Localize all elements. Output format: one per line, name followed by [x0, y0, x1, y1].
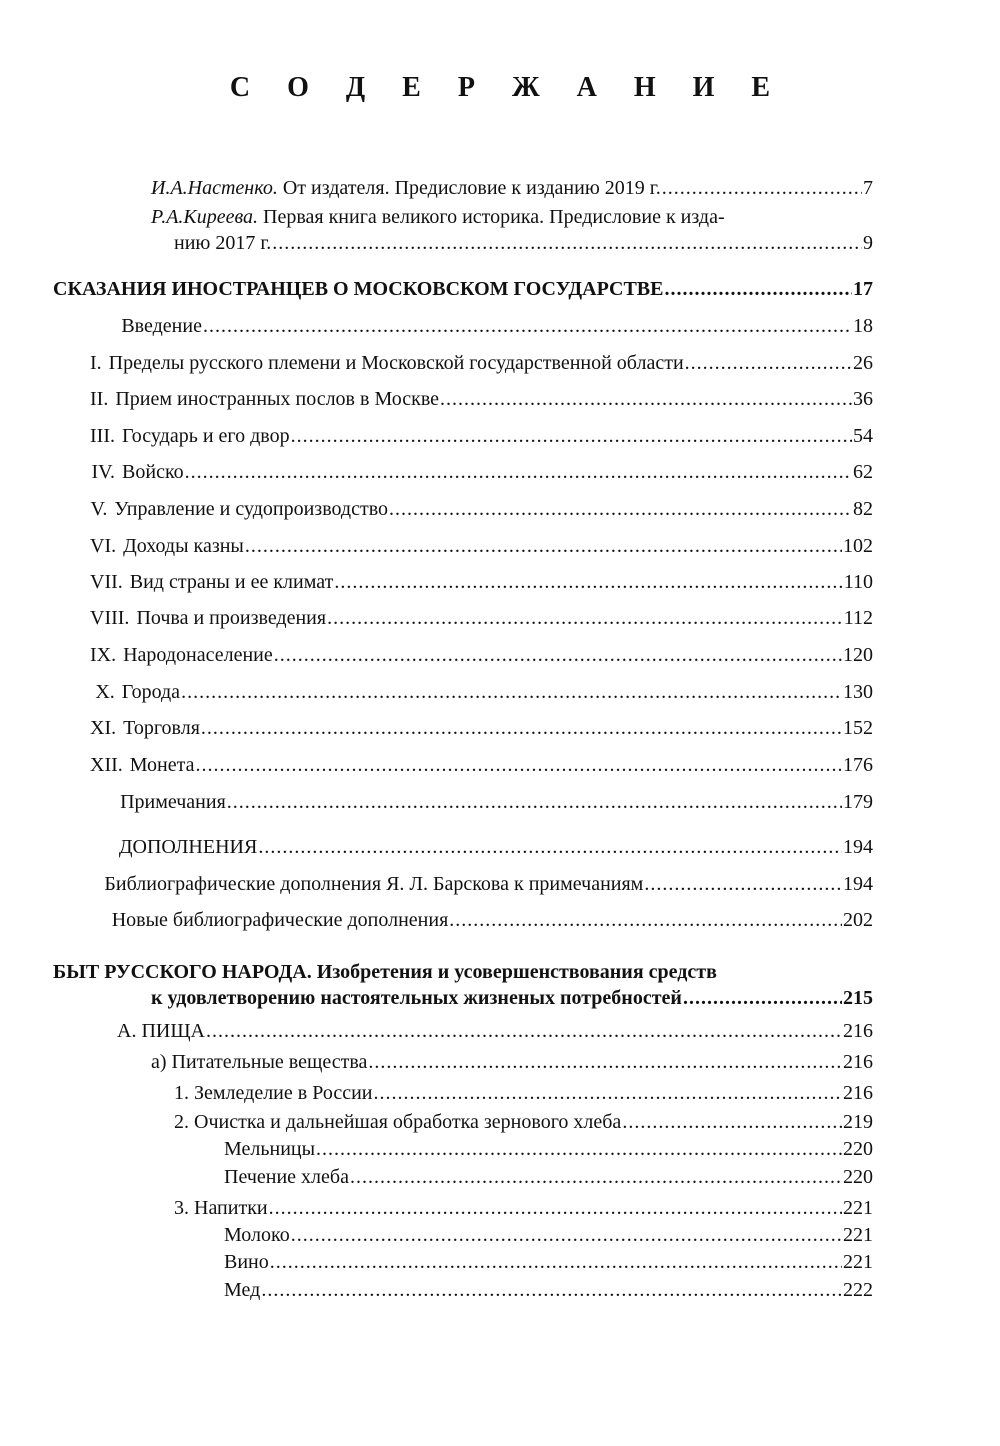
toc-entry[interactable]: [90, 497, 873, 521]
toc-entry[interactable]: [90, 460, 873, 484]
entry-page: 220: [843, 1166, 873, 1188]
part-title: к удовлетворению настоятельных жизненых потребностей: [151, 987, 682, 1009]
entry-page: 176: [843, 754, 873, 776]
entry-page: 194: [843, 836, 873, 858]
entry-page: 120: [843, 644, 873, 666]
entry-page: 219: [843, 1111, 873, 1133]
entry-page: 220: [843, 1138, 873, 1160]
toc-entry[interactable]: [90, 835, 873, 859]
dot-leader: [258, 835, 842, 859]
entry-label: Войско: [122, 461, 184, 483]
toc-part-heading-everyday-life-line1[interactable]: БЫТ РУССКОГО НАРОДА. Изобретения и усовершенствования средств: [53, 961, 717, 983]
toc-entry[interactable]: [174, 1081, 873, 1105]
entry-label: Вино: [224, 1251, 269, 1273]
dot-leader: [389, 497, 852, 521]
entry-label: Народонаселение: [123, 644, 273, 666]
toc-entry[interactable]: [90, 908, 873, 932]
entry-page: 215: [843, 987, 873, 1009]
dot-leader: [291, 424, 852, 448]
entry-page: 7: [863, 177, 873, 199]
dot-leader: [350, 1165, 842, 1189]
entry-label: Мельницы: [224, 1138, 316, 1160]
entry-page: 222: [843, 1279, 873, 1301]
toc-entry[interactable]: [90, 716, 873, 740]
entry-label: Государь и его двор: [121, 425, 290, 447]
dot-leader: [685, 351, 852, 375]
toc-entry[interactable]: [90, 680, 873, 704]
dot-leader: [449, 908, 842, 932]
entry-author: И.А.Настенко.: [151, 177, 278, 199]
dot-leader: [368, 1050, 842, 1074]
entry-page: 221: [843, 1251, 873, 1273]
dot-leader: [270, 1250, 842, 1274]
chapter-number: V.: [90, 498, 108, 520]
entry-label: Почва и произведения: [136, 607, 327, 629]
dot-leader: [374, 1081, 843, 1105]
toc-entry[interactable]: [224, 1165, 873, 1189]
dot-leader: [269, 1196, 842, 1220]
dot-leader: [274, 643, 842, 667]
entry-label: Управление и судопроизводство: [114, 498, 389, 520]
dot-leader: [245, 534, 842, 558]
toc-entry[interactable]: [224, 1137, 873, 1161]
dot-leader: [203, 314, 852, 338]
toc-entry[interactable]: [90, 570, 873, 594]
chapter-number: VII.: [90, 571, 123, 593]
entry-page: 152: [843, 717, 873, 739]
dot-leader: [665, 277, 853, 301]
dot-leader: [185, 460, 852, 484]
toc-entry[interactable]: [224, 1223, 873, 1247]
entry-label: нию 2017 г.: [174, 232, 272, 254]
chapter-number: XI.: [90, 717, 117, 739]
toc-entry[interactable]: [174, 1196, 873, 1220]
part-title: СКАЗАНИЯ ИНОСТРАНЦЕВ О МОСКОВСКОМ ГОСУДАРСТВЕ: [53, 278, 664, 300]
toc-entry[interactable]: [90, 534, 873, 558]
entry-label: Пределы русского племени и Московской государственной области: [108, 352, 684, 374]
toc-entry[interactable]: [117, 1019, 873, 1043]
entry-page: 179: [843, 791, 873, 813]
dot-leader: [196, 753, 843, 777]
toc-entry-2017-preface-line2[interactable]: [174, 231, 873, 255]
entry-page: 17: [853, 278, 873, 300]
chapter-number: VI.: [90, 535, 117, 557]
toc-entry-2017-preface-line1[interactable]: [151, 205, 725, 229]
entry-label: Города: [121, 681, 181, 703]
entry-label: Прием иностранных послов в Москве: [115, 388, 440, 410]
dot-leader: [316, 1137, 842, 1161]
dot-leader: [440, 387, 852, 411]
toc-entry[interactable]: [224, 1250, 873, 1274]
dot-leader: [622, 1110, 842, 1134]
entry-page: 18: [853, 315, 873, 337]
entry-page: 102: [843, 535, 873, 557]
dot-leader: [334, 570, 842, 594]
chapter-number: X.: [95, 681, 115, 703]
chapter-number: I.: [90, 352, 102, 374]
entry-page: 54: [853, 425, 873, 447]
entry-label: Торговля: [123, 717, 200, 739]
dot-leader: [201, 716, 842, 740]
toc-entry[interactable]: [151, 1050, 873, 1074]
entry-label: Вид страны и ее климат: [129, 571, 334, 593]
entry-label: Доходы казны: [123, 535, 244, 557]
toc-entry[interactable]: [90, 790, 873, 814]
entry-page: 62: [853, 461, 873, 483]
entry-label: А. ПИЩА: [117, 1020, 205, 1042]
dot-leader: [272, 231, 862, 255]
entry-author: Р.А.Киреева.: [151, 206, 259, 228]
entry-page: 202: [843, 909, 873, 931]
entry-page: 221: [843, 1224, 873, 1246]
chapter-number: II.: [90, 388, 109, 410]
toc-entry[interactable]: [90, 314, 873, 338]
chapter-number: IX.: [90, 644, 117, 666]
toc-entry[interactable]: [90, 753, 873, 777]
entry-label: 2. Очистка и дальнейшая обработка зернового хлеба: [174, 1111, 622, 1133]
entry-label: Первая книга великого историка. Предисловие к изда-: [258, 206, 725, 228]
page-title: С О Д Е Р Ж А Н И Е: [229, 72, 786, 103]
dot-leader: [227, 790, 842, 814]
chapter-number: III.: [90, 425, 115, 447]
toc-part-heading-everyday-life-line2[interactable]: [151, 986, 873, 1010]
entry-page: 112: [843, 607, 873, 629]
entry-label: а) Питательные вещества: [151, 1051, 368, 1073]
entry-label: Примечания: [120, 791, 226, 813]
toc-entry[interactable]: [90, 872, 873, 896]
dot-leader: [662, 176, 862, 200]
dot-leader: [644, 872, 842, 896]
dot-leader: [206, 1019, 842, 1043]
entry-label: Введение: [121, 315, 202, 337]
toc-entry[interactable]: [90, 424, 873, 448]
chapter-number: XII.: [90, 754, 123, 776]
dot-leader: [261, 1278, 842, 1302]
entry-page: 130: [843, 681, 873, 703]
entry-page: 216: [843, 1020, 873, 1042]
entry-page: 194: [843, 873, 873, 895]
toc-entry[interactable]: [174, 1110, 873, 1134]
chapter-number: VIII.: [90, 607, 130, 629]
toc-entry[interactable]: [90, 643, 873, 667]
entry-page: 216: [843, 1082, 873, 1104]
toc-entry[interactable]: [90, 351, 873, 375]
entry-label: От издателя. Предисловие к изданию 2019 г.: [277, 177, 661, 199]
toc-entry[interactable]: [224, 1278, 873, 1302]
dot-leader: [327, 606, 843, 630]
entry-label: Печение хлеба: [224, 1166, 349, 1188]
chapter-number: IV.: [91, 461, 116, 483]
toc-part-heading-foreigners[interactable]: [53, 277, 873, 301]
entry-label: Новые библиографические дополнения: [111, 909, 449, 931]
entry-page: 26: [853, 352, 873, 374]
entry-page: 110: [843, 571, 873, 593]
dot-leader: [181, 680, 842, 704]
dot-leader: [291, 1223, 842, 1247]
entry-label: Молоко: [224, 1224, 290, 1246]
entry-label: Библиографические дополнения Я. Л. Барскова к примечаниям: [104, 873, 644, 895]
entry-page: 221: [843, 1197, 873, 1219]
entry-page: 36: [853, 388, 873, 410]
entry-page: 82: [853, 498, 873, 520]
entry-page: 9: [863, 232, 873, 254]
entry-page: 216: [843, 1051, 873, 1073]
entry-label: Мед: [224, 1279, 261, 1301]
dot-leader: [683, 986, 842, 1010]
entry-label: 1. Земледелие в России: [174, 1082, 373, 1104]
entry-label: 3. Напитки: [174, 1197, 268, 1219]
entry-label: Монета: [129, 754, 195, 776]
toc-entry[interactable]: [90, 606, 873, 630]
toc-entry-publisher-preface[interactable]: [151, 176, 873, 200]
entry-label: ДОПОЛНЕНИЯ: [118, 836, 258, 858]
toc-entry[interactable]: [90, 387, 873, 411]
